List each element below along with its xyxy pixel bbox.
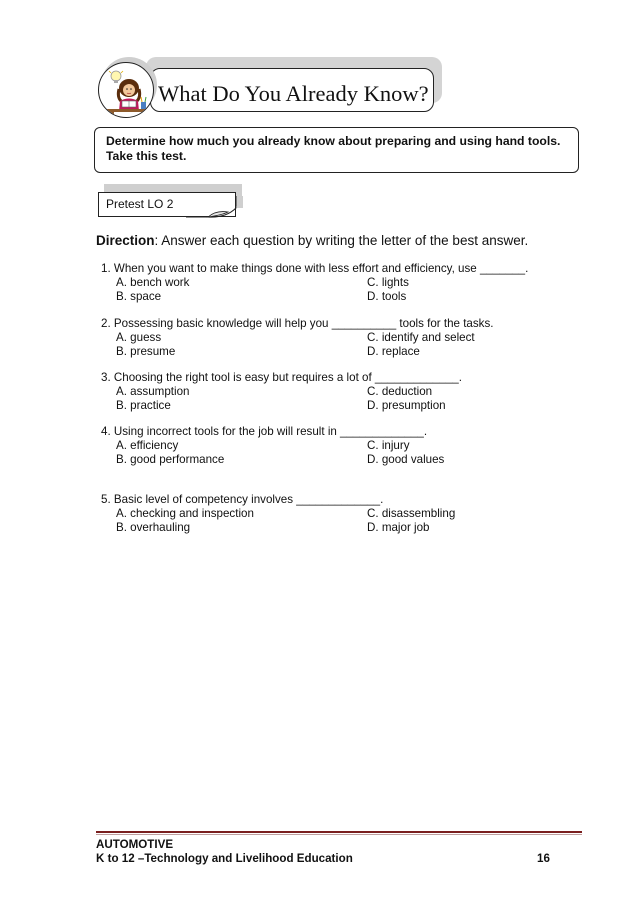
question-4-option-d: D. good values [367,453,445,466]
question-2-option-b: B. presume [116,345,176,358]
question-3-option-b: B. practice [116,399,171,412]
question-3-option-d: D. presumption [367,399,446,412]
direction-text [96,233,528,248]
page-number: 16 [537,852,550,865]
question-2-option-c: C. identify and select [367,331,475,344]
question-1-option-c: C. lights [367,276,409,289]
question-4-option-c: C. injury [367,439,410,452]
question-3-stem: 3. Choosing the right tool is easy but requires a lot of _____________. [101,371,462,384]
footer-department: AUTOMOTIVE [96,838,174,851]
question-1-option-a: A. bench work [116,276,190,289]
intro-line-2: Take this test. [106,149,187,163]
question-4-stem: 4. Using incorrect tools for the job will result in _____________. [101,425,428,438]
question-5-option-d: D. major job [367,521,430,534]
question-5-option-c: C. disassembling [367,507,456,520]
intro-line-1: Determine how much you already know about preparing and using hand tools. [106,134,561,148]
question-1-option-d: D. tools [367,290,407,303]
question-2-stem: 2. Possessing basic knowledge will help you __________ tools for the tasks. [101,317,494,330]
student-reading-icon [99,63,154,118]
question-1-option-b: B. space [116,290,162,303]
question-5-stem: 5. Basic level of competency involves _____________. [101,493,384,506]
direction-instruction: : Answer each question by writing the letter of the best answer. [154,233,529,248]
student-reading-illustration [98,62,154,118]
footer-rule [96,831,582,833]
question-3-option-a: A. assumption [116,385,190,398]
footer-course: K to 12 –Technology and Livelihood Education [96,852,353,865]
question-4-option-b: B. good performance [116,453,225,466]
question-2-option-a: A. guess [116,331,162,344]
intro-text [106,134,571,164]
question-4-option-a: A. efficiency [116,439,179,452]
pretest-label: Pretest LO 2 [106,197,174,211]
direction-label: Direction [96,233,155,248]
question-5-option-b: B. overhauling [116,521,191,534]
footer-rule-secondary [96,834,582,835]
page-title: What Do You Already Know? [158,81,429,106]
page-curl-icon [186,196,244,222]
question-5-option-a: A. checking and inspection [116,507,254,520]
question-2-option-d: D. replace [367,345,420,358]
question-1-stem: 1. When you want to make things done with less effort and efficiency, use _______. [101,262,529,275]
question-3-option-c: C. deduction [367,385,433,398]
